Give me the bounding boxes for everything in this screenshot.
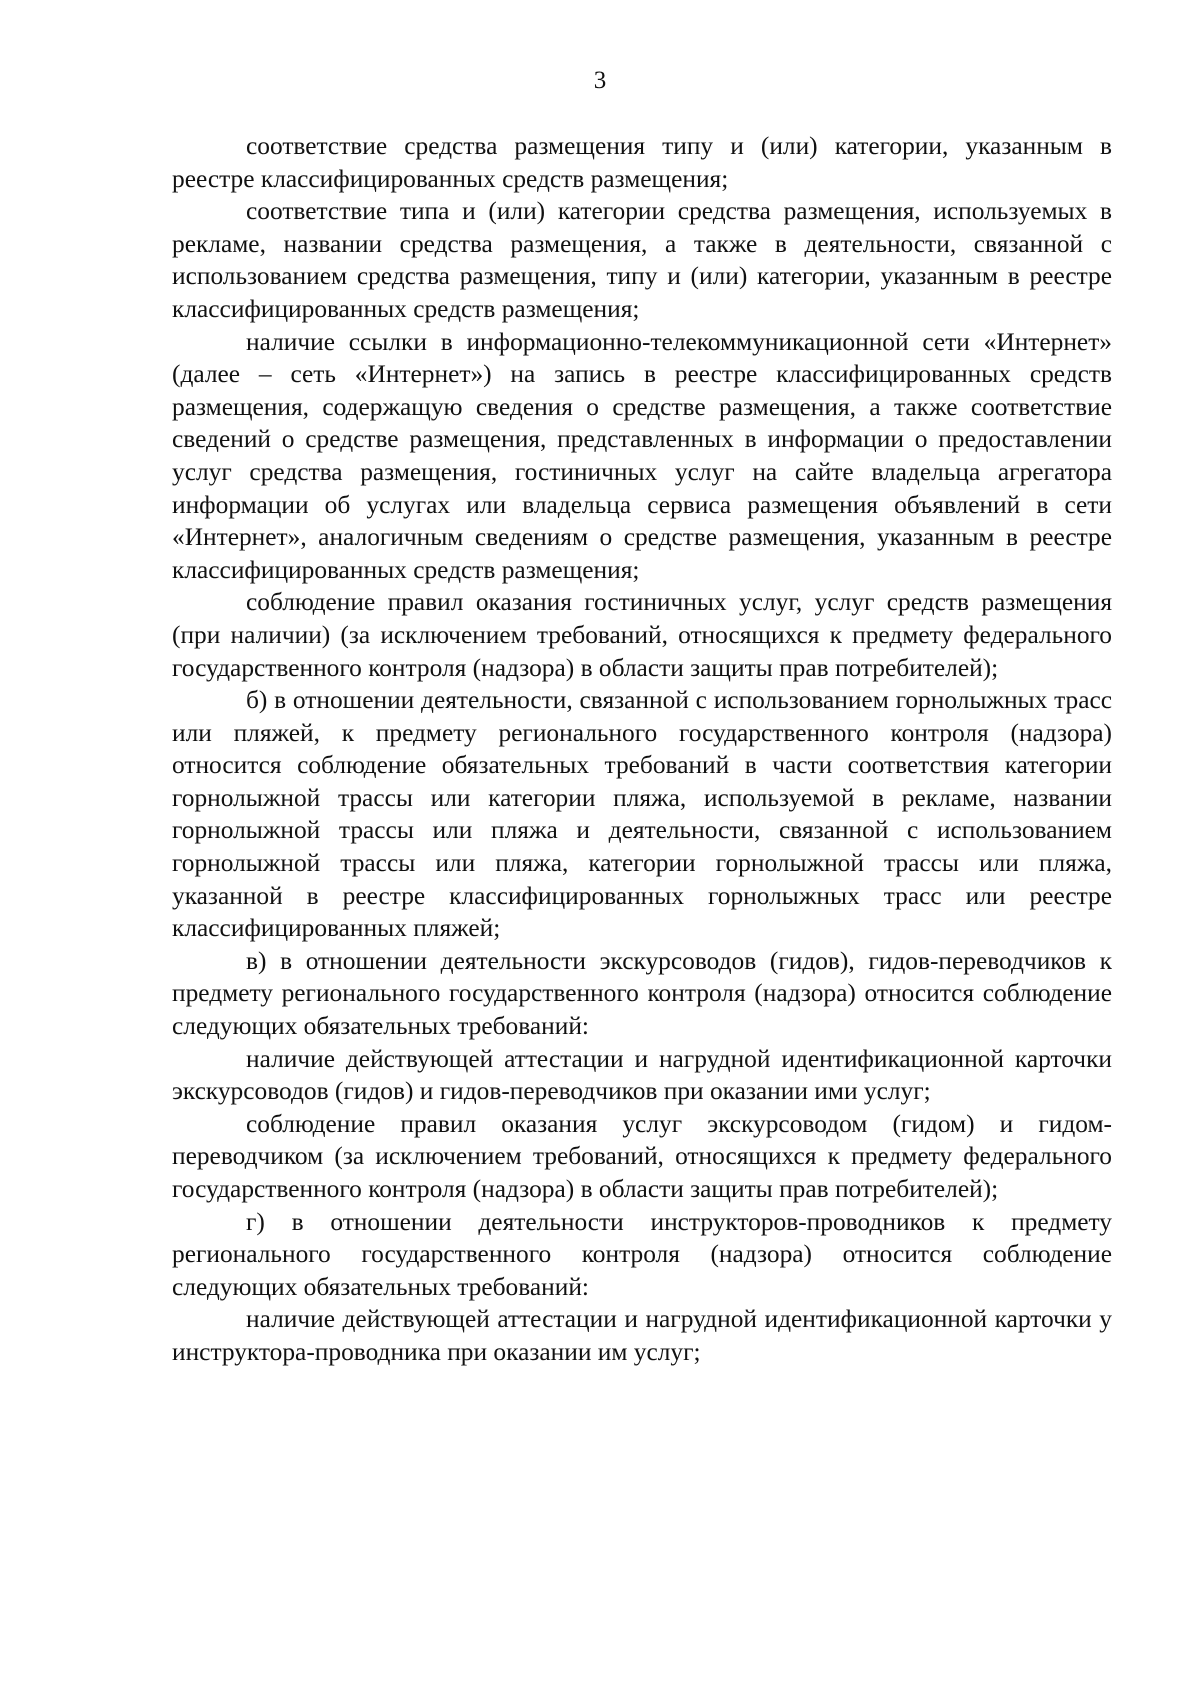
paragraph: г) в отношении деятельности инструкторов-проводников к предмету регионального государственного контроля (надзора) относится соблюдение следующих обязательных требований:	[172, 1207, 1112, 1301]
page-number: 3	[593, 67, 607, 94]
paragraph: соответствие типа и (или) категории средства размещения, используемых в рекламе, названии средства размещения, а также в деятельности, связанной с использованием средства размещения, типу и (или) категории, указанным в реестре классифицированных средств размещения;	[172, 197, 1112, 323]
paragraph: наличие действующей аттестации и нагрудной идентификационной карточки у инструктора-проводника при оказании им услуг;	[172, 1305, 1112, 1366]
paragraph: наличие действующей аттестации и нагрудной идентификационной карточки экскурсоводов (гидов) и гидов-переводчиков при оказании ими услуг;	[172, 1044, 1112, 1106]
paragraph: в) в отношении деятельности экскурсоводов (гидов), гидов-переводчиков к предмету регионального государственного контроля (надзора) относится соблюдение следующих обязательных требований:	[172, 946, 1112, 1041]
paragraph: соблюдение правил оказания услуг экскурсоводом (гидом) и гидом-переводчиком (за исключением требований, относящихся к предмету федерального государственного контроля (надзора) в области защиты прав потребителей);	[172, 1109, 1112, 1203]
paragraph: б) в отношении деятельности, связанной с использованием горнолыжных трасс или пляжей, к предмету регионального государственного контроля (надзора) относится соблюдение обязательных требований в части соответствия категории горнолыжной трассы или категории пляжа, используемой в рекламе, названии горнолыжной трассы или пляжа и деятельности, связанной с использованием горнолыжной трассы или пляжа, категории горнолыжной трассы или пляжа, указанной в реестре классифицированных горнолыжных трасс или реестре классифицированных пляжей;	[172, 686, 1112, 943]
paragraph: наличие ссылки в информационно-телекоммуникационной сети «Интернет» (далее – сеть «Интернет») на запись в реестре классифицированных средств размещения, содержащую сведения о средстве размещения, а также соответствие сведений о средстве размещения, представленных в информации о предоставлении услуг средства размещения, гостиничных услуг на сайте владельца агрегатора информации об услугах или владельца сервиса размещения объявлений в сети «Интернет», аналогичным сведениям о средстве размещения, указанным в реестре классифицированных средств размещения;	[172, 327, 1112, 584]
paragraph: соблюдение правил оказания гостиничных услуг, услуг средств размещения (при наличии) (за исключением требований, относящихся к предмету федерального государственного контроля (надзора) в области защиты прав потребителей);	[172, 588, 1112, 682]
paragraph: соответствие средства размещения типу и (или) категории, указанным в реестре классифицированных средств размещения;	[172, 132, 1112, 193]
document-body	[172, 130, 1112, 1369]
